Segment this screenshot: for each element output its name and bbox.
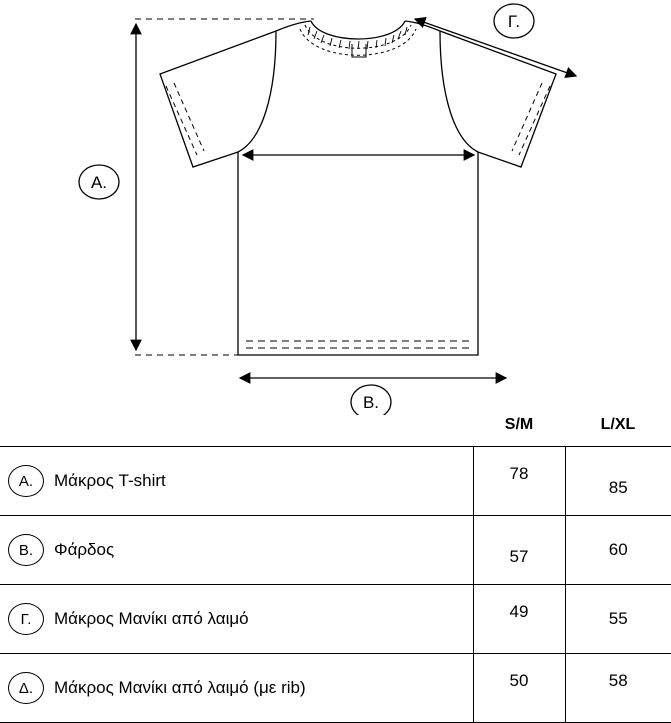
header-measurement <box>0 408 473 447</box>
size-table <box>0 408 671 723</box>
row-label-d: Μάκρος Μανίκι από λαιμό (με rib) <box>54 678 306 697</box>
measure-b-label: Β. <box>362 393 380 412</box>
sleeve-hem-stitching <box>166 83 550 155</box>
table-row <box>0 447 671 516</box>
row-value-sm <box>473 585 565 654</box>
tshirt-outline <box>160 21 556 355</box>
bottom-hem-stitching <box>246 341 470 348</box>
row-measurement-cell <box>0 516 473 585</box>
row-measurement-cell <box>0 585 473 654</box>
row-value-lxl <box>565 447 671 516</box>
value-lxl-d: 58 <box>608 671 628 690</box>
header-size-lxl: L/XL <box>600 416 636 433</box>
value-lxl-a: 85 <box>608 478 628 497</box>
row-value-lxl <box>565 516 671 585</box>
table-row <box>0 654 671 723</box>
row-measurement-cell <box>0 654 473 723</box>
measure-a-label: Α. <box>90 173 108 192</box>
table-header-row <box>0 408 671 447</box>
table-row <box>0 516 671 585</box>
value-lxl-b: 60 <box>608 540 628 559</box>
value-sm-d: 50 <box>509 671 529 690</box>
row-badge-b: Β. <box>8 534 44 566</box>
neck-rib-stitches <box>308 27 407 49</box>
value-sm-g: 49 <box>509 602 529 621</box>
row-value-sm <box>473 447 565 516</box>
measure-a-badge <box>79 165 119 199</box>
row-label-b: Φάρδος <box>54 540 115 559</box>
row-measurement-cell <box>0 447 473 516</box>
value-sm-b: 57 <box>509 547 529 566</box>
neck-rib-detail <box>300 25 416 55</box>
size-table-container <box>0 408 671 723</box>
row-badge-d: Δ. <box>8 672 44 704</box>
row-value-lxl <box>565 654 671 723</box>
row-value-lxl <box>565 585 671 654</box>
row-value-sm <box>473 654 565 723</box>
header-size-sm: S/M <box>504 416 534 433</box>
measure-a-guides <box>135 19 314 355</box>
value-lxl-g: 55 <box>608 609 628 628</box>
measure-g-badge <box>494 4 534 38</box>
row-label-a: Μάκρος T-shirt <box>54 471 166 490</box>
row-badge-g: Γ. <box>8 603 44 635</box>
value-sm-a: 78 <box>509 464 529 483</box>
row-badge-a: Α. <box>8 465 44 497</box>
measure-g-label: Γ. <box>507 12 521 31</box>
row-value-sm <box>473 516 565 585</box>
row-label-g: Μάκρος Μανίκι από λαιμό <box>54 609 249 628</box>
table-row <box>0 585 671 654</box>
